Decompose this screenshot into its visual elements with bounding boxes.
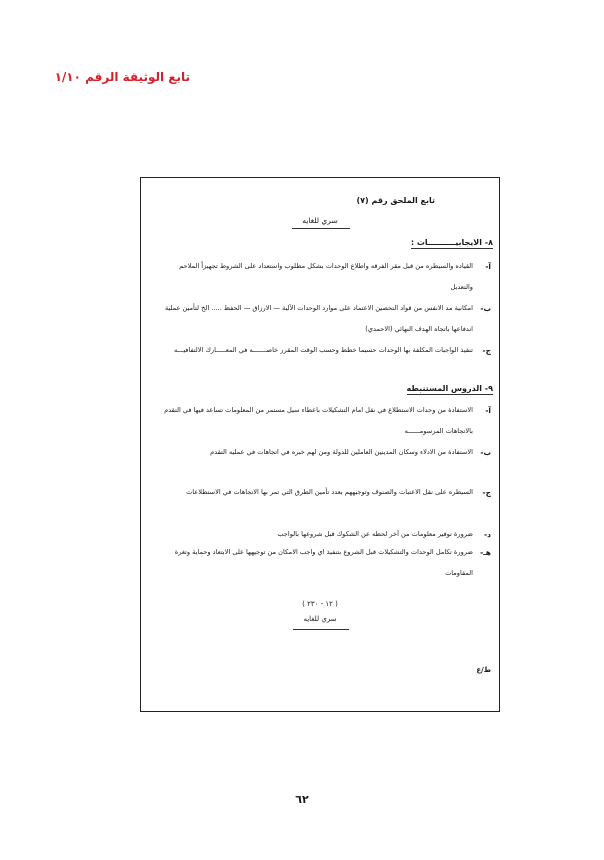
- item-text: الاستفادة من وحدات الاستطلاع في نقل امام التشكيلات باعطاء سيل مستمر من المعلومات تساعد فيها في التقدم بالاتجاهات المرسومــــــه: [164, 406, 473, 435]
- item-marker: ج-: [482, 346, 491, 355]
- classification-bottom: سري للغايه: [303, 615, 337, 623]
- item-text: ضرورة توفير معلومات من آخر لحظه عن الشكوك قبل شروعها بالواجب: [277, 530, 473, 538]
- section-lessons-heading-text: ٩- الدروس المستنبطه: [406, 384, 493, 393]
- item-marker: ج-: [482, 488, 491, 497]
- classification-bottom-underline: [293, 629, 349, 630]
- lesson-item-c: [161, 482, 491, 503]
- item-text: امكانية مد الانفس من قواد التحصين الاعتماد على موارد الوحدات الآلية — الارزاق — الحفظ ..... الخ لتأمين عملية اندفاعها باتجاه الهدف النهائي (الاحمدي): [164, 304, 473, 333]
- document-header-title: تابع الوثيقة الرقم ١/١٠: [54, 70, 190, 84]
- annex-label: تابع الملحق رقم (٧): [356, 196, 435, 205]
- item-text: تنفيذ الواجبات المكلفة بها الوحدات حسبما خطط وحسب الوقت المقرر خاصـــــــه في المعـــــارك الالتفافيـــه: [173, 346, 473, 354]
- item-text: ضرورة تكامل الوحدات والتشكيلات قبل الشروع بتنفيذ اي واجب الامكان من توجيهها على الابتعاد وحماية وتغرة المقاومات: [174, 548, 473, 577]
- positive-item-a: [161, 256, 491, 298]
- item-text: السيطره على نقل الاعتبات والصنوف وتوجيههم بعدد تأمين الطرق التي تمر بها الاتجاهات في الاستطلاعات: [186, 488, 473, 496]
- item-text: القياده والسيطره من قبل مقر الفرقه واطلاع الوحدات بشكل مطلوب واستعداد على الشروط تجهيزاً الملاحم والتعديل: [179, 262, 473, 291]
- document-page-frame: [140, 177, 500, 712]
- footer-note: ط/ع: [476, 666, 491, 674]
- item-marker: ب-: [480, 448, 491, 457]
- item-marker: آ-: [485, 262, 491, 271]
- section-positives-heading-text: ٨- الايجابيــــــــــات :: [410, 238, 493, 247]
- item-marker: هـ-: [480, 548, 491, 557]
- page-number: ٦٢: [295, 793, 309, 806]
- positive-item-b: [161, 298, 491, 340]
- item-marker: آ-: [485, 406, 491, 415]
- item-text: الاستفادة من الادلاء وسكان المدينين العاملين للدولة ومن لهم خبره في اتجاهات في عمليه التقدم: [210, 448, 473, 456]
- heading-underline: [407, 394, 493, 395]
- section-positives-heading: [411, 238, 493, 249]
- classification-top: سري للغايه: [302, 216, 338, 225]
- lesson-item-e: [161, 542, 491, 584]
- positive-item-c: [161, 340, 491, 361]
- classification-underline: [292, 228, 350, 229]
- item-marker: د-: [484, 530, 491, 539]
- lesson-item-b: [161, 442, 491, 463]
- section-lessons-heading: [407, 384, 493, 395]
- signature-reference: ( ١٢ - ٢٣٠ ): [302, 600, 338, 608]
- item-marker: ب-: [480, 304, 491, 313]
- heading-underline: [411, 248, 493, 249]
- lesson-item-a: [161, 400, 491, 442]
